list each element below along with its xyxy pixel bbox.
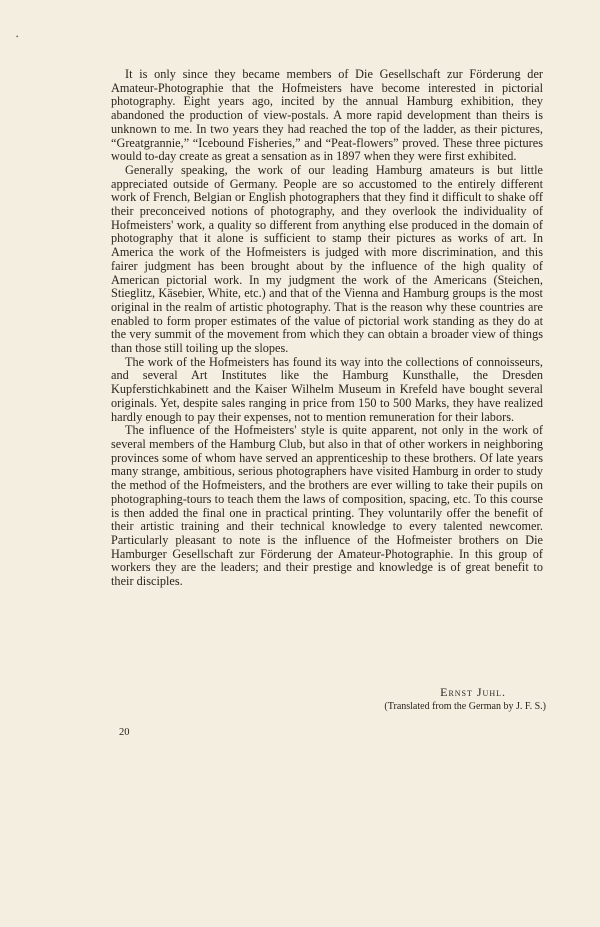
margin-mark: • — [16, 33, 19, 41]
article-body — [111, 68, 543, 589]
paragraph-1: It is only since they became members of Die Gesellschaft zur Förderung der Amateur-Photographie that the Hofmeisters have become interested in pictorial photography. Eight years ago, incited by the annual Hamburg exhibition, they abandoned the production of view-postals. A more rapid development than theirs is unknown to me. In two years they had reached the top of the ladder, as their pictures, “Greatgrannie,” “Icebound Fisheries,” and “Peat-flowers” proved. These three pictures would to-day create as great a sensation as in 1897 when they were first exhibited. — [111, 67, 543, 164]
page-number: 20 — [119, 727, 130, 738]
translator-note: (Translated from the German by J. F. S.) — [384, 701, 546, 712]
author-signature: Ernst Juhl. — [440, 685, 506, 699]
paragraph-2: Generally speaking, the work of our leading Hamburg amateurs is but little appreciated outside of Germany. People are so accustomed to the entirely different work of French, Belgian or English photographers that they find it difficult to shake off their preconceived notions of photography, and they overlook the individuality of Hofmeisters' work, a quality so different from anything else produced in the domain of photography that it alone is sufficient to stamp their pictures as works of art. In America the work of the Hofmeisters is judged with more discrimination, and this fairer judgment has been brought about by the influence of the high quality of American pictorial work. In my judgment the work of the Americans (Steichen, Stieglitz, Käsebier, White, etc.) and that of the Vienna and Hamburg groups is the most original in the realm of artistic photography. That is the reason why these countries are enabled to form proper estimates of the value of pictorial work standing as they do at the very summit of the movement from which they can obtain a broader view of things than those still toiling up the slopes. — [111, 162, 543, 356]
paragraph-4: The influence of the Hofmeisters' style is quite apparent, not only in the work of several members of the Hamburg Club, but also in that of other workers in neighboring provinces some of whom have served an apprenticeship to these brothers. Of late years many strange, ambitious, serious photographers have visited Hamburg in order to study the method of the Hofmeisters, and the brothers are ever willing to take their pupils on photographing-tours to teach them the laws of composition, spacing, etc. To this course is then added the final one in practical printing. They voluntarily offer the benefit of their artistic training and their technical knowledge to every talented newcomer. Particularly pleasant to note is the influence of the Hofmeister brothers on Die Hamburger Gesellschaft zur Förderung der Amateur-Photographie. In this group of workers they are the leaders; and their prestige and knowledge is of great benefit to their disciples. — [111, 423, 543, 589]
paragraph-3: The work of the Hofmeisters has found its way into the collections of connoisseurs, and several Art Institutes like the Hamburg Kunsthalle, the Dresden Kupferstichkabinett and the Kaiser Wilhelm Museum in Krefeld have bought several originals. Yet, despite sales ranging in price from 150 to 500 Marks, they have realized hardly enough to pay their expenses, not to mention remuneration for their labors. — [111, 354, 543, 424]
